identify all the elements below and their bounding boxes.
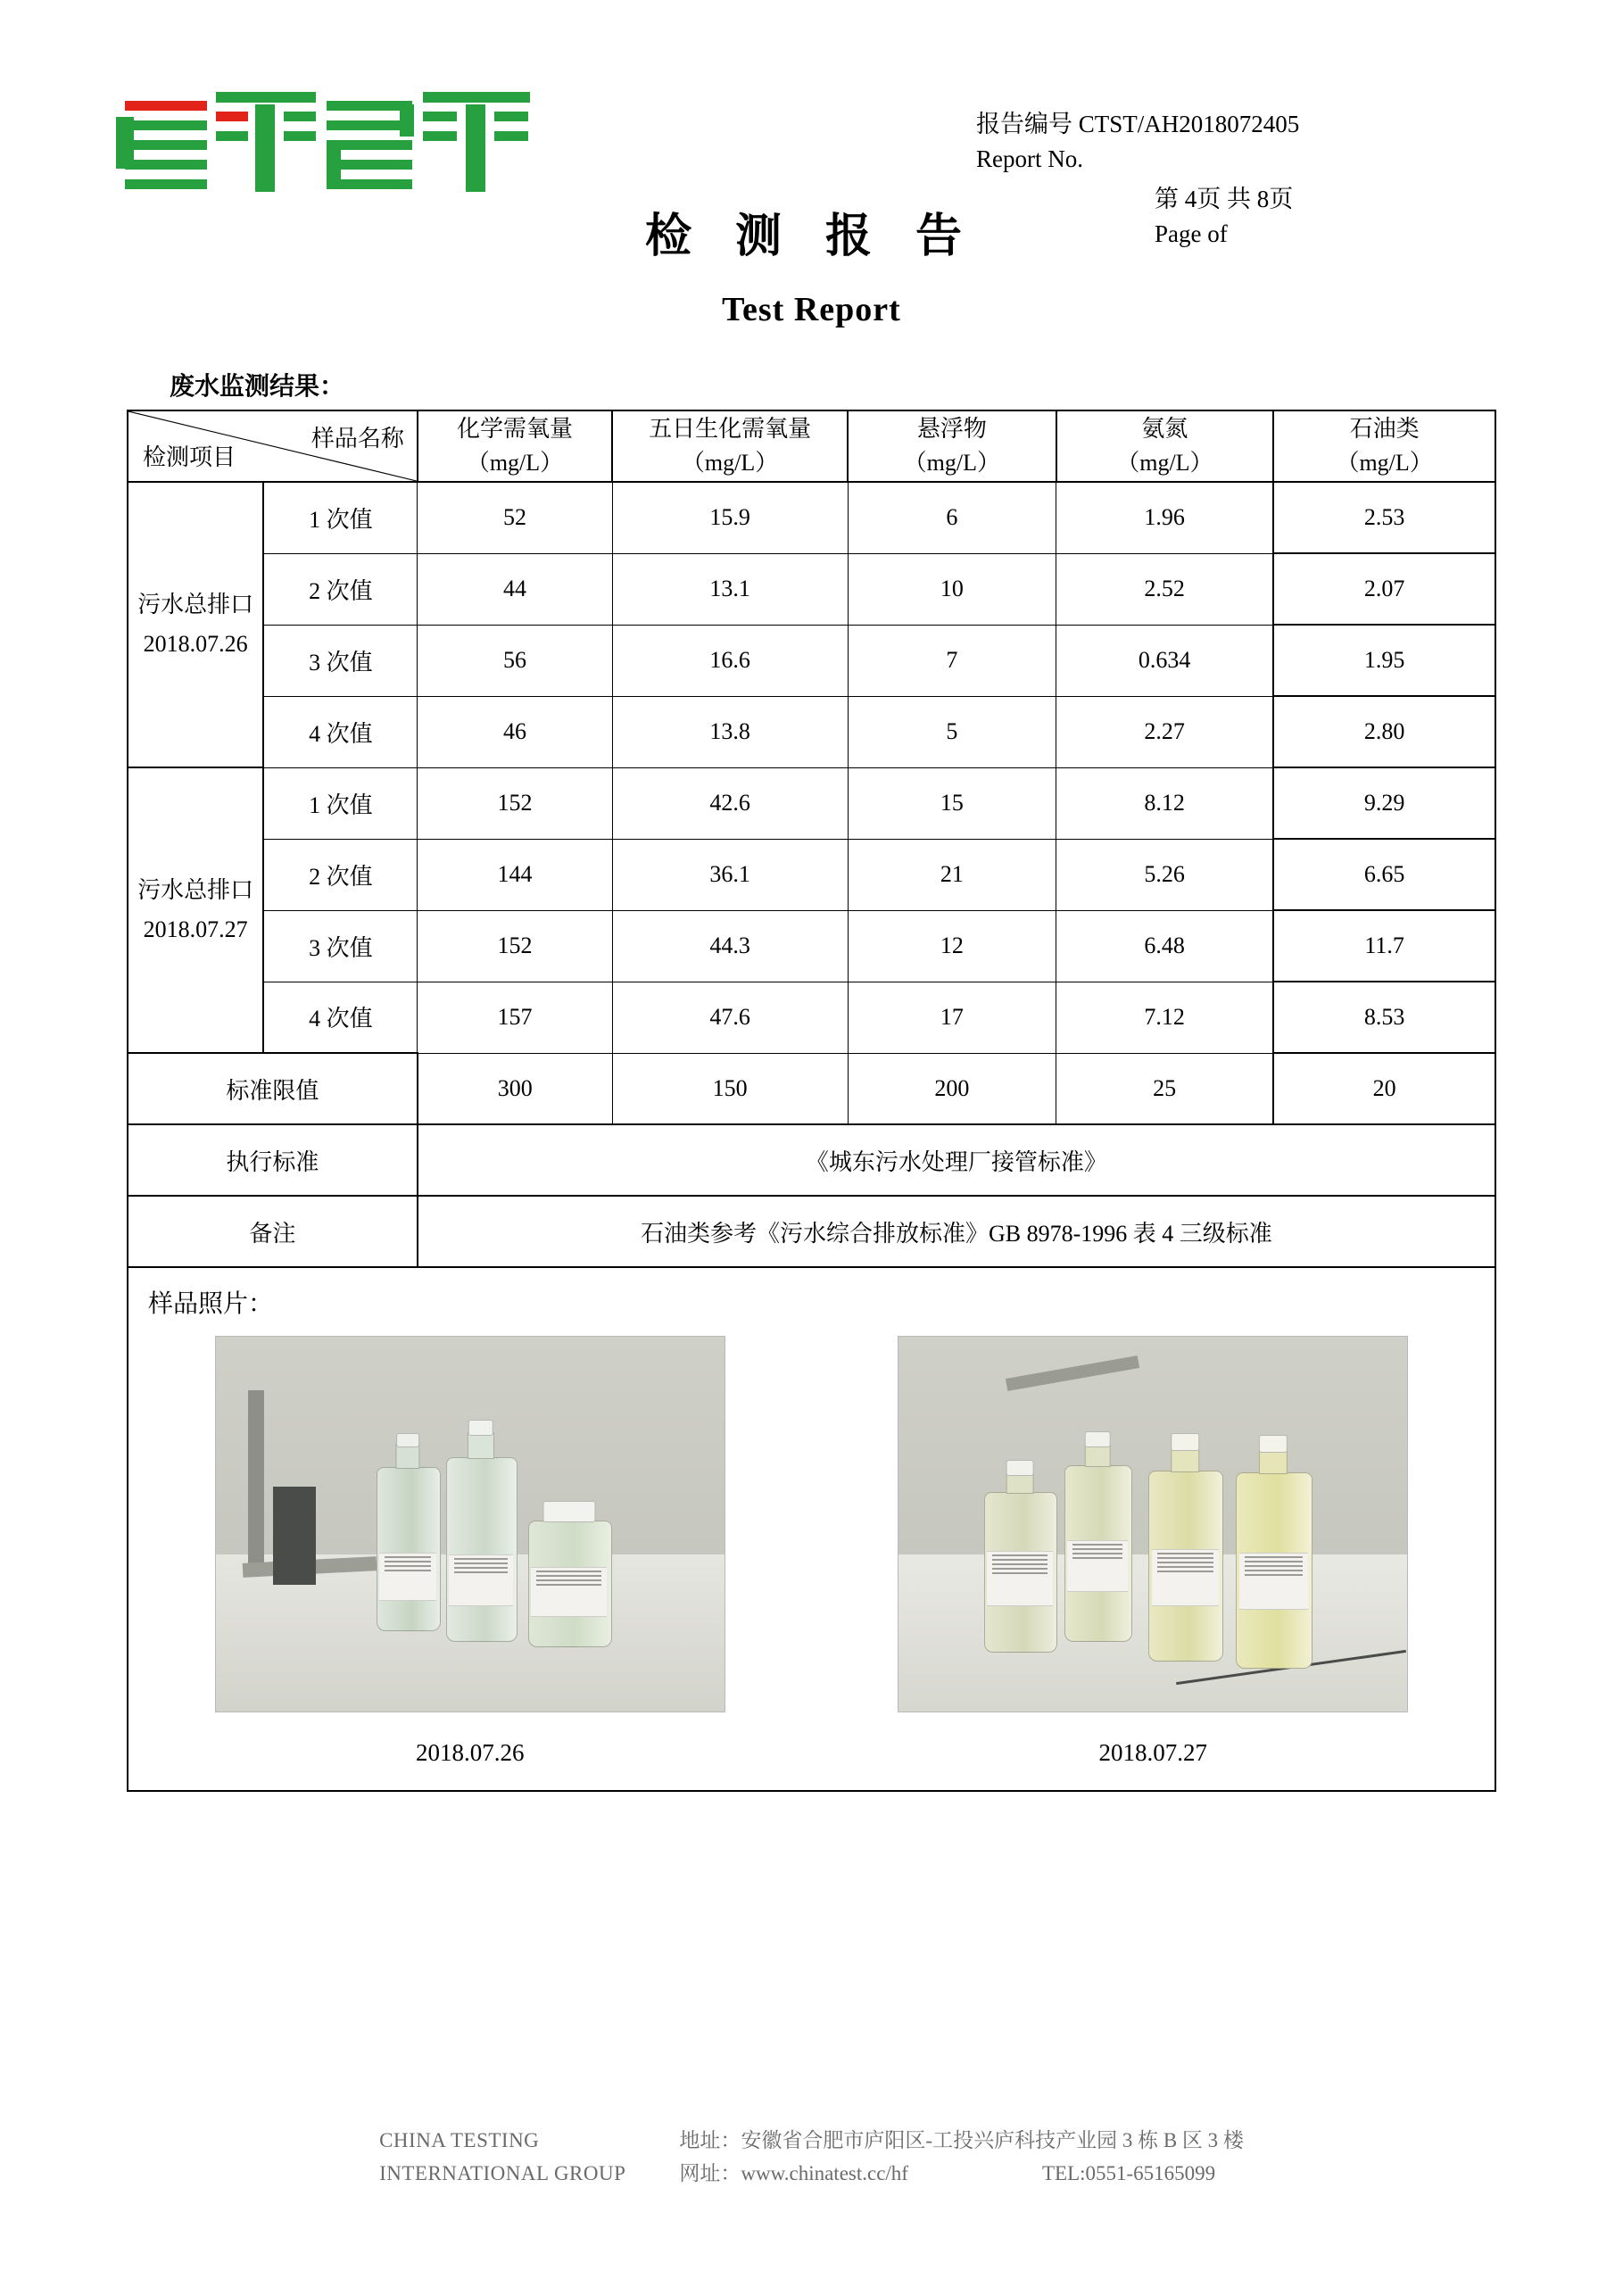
table-row	[128, 482, 1495, 553]
column-header-cod	[418, 410, 612, 482]
cell-value: 16.6	[612, 625, 848, 696]
standard-row-label: 执行标准	[128, 1124, 418, 1196]
page-title-en: Test Report	[722, 291, 901, 328]
footer-website: 网址：www.chinatest.cc/hf	[679, 2162, 908, 2185]
cell-value: 17	[848, 982, 1056, 1053]
cell-value: 9.29	[1273, 767, 1495, 839]
cell-value: 6.48	[1056, 910, 1274, 982]
page-footer	[0, 2125, 1623, 2191]
cell-value: 157	[418, 982, 612, 1053]
bottle-label	[379, 1553, 436, 1601]
sample-bottle	[446, 1419, 516, 1642]
cell-value: 5.26	[1056, 839, 1274, 910]
footer-address: 地址：安徽省合肥市庐阳区-工投兴庐科技产业园 3 栋 B 区 3 楼	[679, 2129, 1244, 2152]
table-row	[128, 553, 1495, 625]
bottle-label	[1239, 1553, 1308, 1610]
cell-value: 46	[418, 696, 612, 767]
cell-value: 1.95	[1273, 625, 1495, 696]
column-header-ss-unit: （mg/L）	[903, 450, 1000, 476]
column-header-oil-unit: （mg/L）	[1336, 450, 1433, 476]
sample-bottle	[984, 1461, 1056, 1653]
column-header-ammonia-name: 氨氮	[1141, 416, 1188, 443]
footer-company	[379, 2125, 625, 2191]
bottle-body	[446, 1457, 518, 1642]
row-label: 4 次值	[263, 982, 418, 1053]
footer-contact	[679, 2125, 1244, 2191]
table-row	[128, 767, 1495, 839]
ruler-icon	[248, 1390, 264, 1569]
column-header-ammonia-unit: （mg/L）	[1116, 450, 1213, 476]
cell-value: 10	[848, 553, 1056, 625]
bottle-label	[1152, 1549, 1219, 1606]
page-number-en: Page of	[1155, 220, 1228, 248]
column-header-oil-name: 石油类	[1349, 416, 1420, 443]
column-header-ss-name: 悬浮物	[916, 416, 987, 443]
cell-value: 2.52	[1056, 553, 1274, 625]
bottle-neck	[395, 1444, 419, 1469]
bottle-cap	[542, 1501, 595, 1522]
cell-value: 150	[612, 1053, 848, 1124]
cell-value: 144	[418, 839, 612, 910]
cell-value: 52	[418, 482, 612, 553]
remark-row-label: 备注	[128, 1196, 418, 1267]
bottle-label	[1067, 1540, 1128, 1592]
bottle-cap	[468, 1420, 493, 1436]
page-title: 检 测 报 告	[644, 211, 978, 262]
cell-value: 13.1	[612, 553, 848, 625]
table-row	[128, 910, 1495, 982]
footer-company-line2: INTERNATIONAL GROUP	[379, 2162, 626, 2185]
bottle-neck	[468, 1432, 494, 1459]
cell-value: 8.53	[1273, 982, 1495, 1053]
group-label-1	[128, 482, 263, 767]
group-date-1: 2018.07.26	[143, 631, 248, 657]
cell-value: 2.80	[1273, 696, 1495, 767]
remark-row-value: 石油类参考《污水综合排放标准》GB 8978-1996 表 4 三级标准	[418, 1196, 1495, 1267]
bottle-label	[987, 1551, 1053, 1606]
sample-photos-section	[127, 1268, 1496, 1792]
column-header-cod-unit: （mg/L）	[466, 450, 564, 476]
sample-photo-caption: 2018.07.26	[416, 1739, 525, 1766]
cell-value: 44	[418, 553, 612, 625]
group-label-2	[128, 767, 263, 1053]
cell-value: 6	[848, 482, 1056, 553]
sample-bottle	[1236, 1435, 1311, 1669]
cell-value: 2.07	[1273, 553, 1495, 625]
cell-value: 5	[848, 696, 1056, 767]
group-name-1: 污水总排口	[137, 591, 254, 618]
cell-value: 12	[848, 910, 1056, 982]
row-label: 3 次值	[263, 625, 418, 696]
cell-value: 2.53	[1273, 482, 1495, 553]
corner-sample-name: 样品名称	[311, 426, 404, 452]
sample-bottle	[1148, 1434, 1221, 1662]
column-header-cod-name: 化学需氧量	[456, 416, 573, 443]
standard-row	[128, 1124, 1495, 1196]
cell-value: 2.27	[1056, 696, 1274, 767]
cell-value: 7	[848, 625, 1056, 696]
table-row	[128, 625, 1495, 696]
sample-photos-label: 样品照片：	[148, 1290, 274, 1318]
cell-value: 152	[418, 910, 612, 982]
bottle-cap	[1006, 1460, 1034, 1476]
report-meta	[976, 107, 1529, 253]
bottle-cap	[1259, 1435, 1288, 1453]
sample-photo-0726	[215, 1336, 725, 1712]
limit-row-label: 标准限值	[128, 1053, 418, 1124]
bottle-cap	[396, 1433, 419, 1447]
cell-value: 13.8	[612, 696, 848, 767]
table-row	[128, 839, 1495, 910]
sample-photo-item	[194, 1336, 747, 1767]
table-header-row	[128, 410, 1495, 482]
report-number-en: Report No.	[976, 145, 1083, 173]
bottle-cap	[1171, 1433, 1199, 1451]
results-table	[127, 410, 1496, 1268]
bottle-label	[449, 1554, 513, 1606]
column-header-ss	[848, 410, 1056, 482]
row-label: 1 次值	[263, 482, 418, 553]
bottle-neck	[1171, 1447, 1199, 1472]
row-label: 2 次值	[263, 553, 418, 625]
cell-value: 8.12	[1056, 767, 1274, 839]
sample-photo-0727	[898, 1336, 1408, 1712]
row-label: 4 次值	[263, 696, 418, 767]
cell-value: 6.65	[1273, 839, 1495, 910]
table-row	[128, 696, 1495, 767]
sample-bottle	[377, 1435, 439, 1631]
corner-test-item: 检测项目	[143, 444, 236, 470]
footer-tel: TEL:0551-65165099	[1041, 2162, 1216, 2185]
cell-value: 15.9	[612, 482, 848, 553]
cell-value: 0.634	[1056, 625, 1274, 696]
column-header-bod5-unit: （mg/L）	[681, 450, 779, 476]
limit-row	[128, 1053, 1495, 1124]
sample-bottle	[1064, 1432, 1130, 1642]
sample-photos-row	[128, 1336, 1495, 1767]
table-row	[128, 982, 1495, 1053]
cell-value: 42.6	[612, 767, 848, 839]
bottle-cap	[1085, 1431, 1111, 1447]
group-date-2: 2018.07.27	[143, 916, 248, 942]
cell-value: 20	[1273, 1053, 1495, 1124]
sample-bottle	[528, 1496, 610, 1647]
column-header-bod5	[612, 410, 848, 482]
corner-header-cell	[128, 410, 418, 482]
bottle-label	[531, 1567, 607, 1617]
cell-value: 25	[1056, 1053, 1274, 1124]
cell-value: 300	[418, 1053, 612, 1124]
sample-photo-item	[876, 1336, 1429, 1767]
ctst-logo	[116, 85, 553, 205]
cell-value: 36.1	[612, 839, 848, 910]
cell-value: 56	[418, 625, 612, 696]
cell-value: 200	[848, 1053, 1056, 1124]
cell-value: 21	[848, 839, 1056, 910]
remark-row	[128, 1196, 1495, 1267]
section-label: 废水监测结果：	[170, 373, 345, 401]
column-header-bod5-name: 五日生化需氧量	[649, 416, 812, 443]
row-label: 1 次值	[263, 767, 418, 839]
column-header-ammonia	[1056, 410, 1274, 482]
bottle-neck	[1259, 1449, 1288, 1474]
photo-dark-block	[273, 1487, 316, 1585]
group-name-2: 污水总排口	[137, 876, 254, 903]
cell-value: 1.96	[1056, 482, 1274, 553]
cell-value: 152	[418, 767, 612, 839]
cell-value: 15	[848, 767, 1056, 839]
standard-row-value: 《城东污水处理厂接管标准》	[418, 1124, 1495, 1196]
sample-photo-caption: 2018.07.27	[1098, 1739, 1207, 1766]
bottle-body	[377, 1467, 441, 1631]
page-number-block	[1155, 182, 1529, 252]
cell-value: 44.3	[612, 910, 848, 982]
page-number-cn: 第 4页 共 8页	[1155, 186, 1294, 213]
report-number: 报告编号 CTST/AH2018072405	[976, 111, 1300, 137]
cell-value: 47.6	[612, 982, 848, 1053]
row-label: 3 次值	[263, 910, 418, 982]
cell-value: 7.12	[1056, 982, 1274, 1053]
row-label: 2 次值	[263, 839, 418, 910]
results-table-wrap	[127, 410, 1496, 1268]
column-header-oil	[1273, 410, 1495, 482]
footer-company-line1: CHINA TESTING	[379, 2129, 540, 2152]
cell-value: 11.7	[1273, 910, 1495, 982]
